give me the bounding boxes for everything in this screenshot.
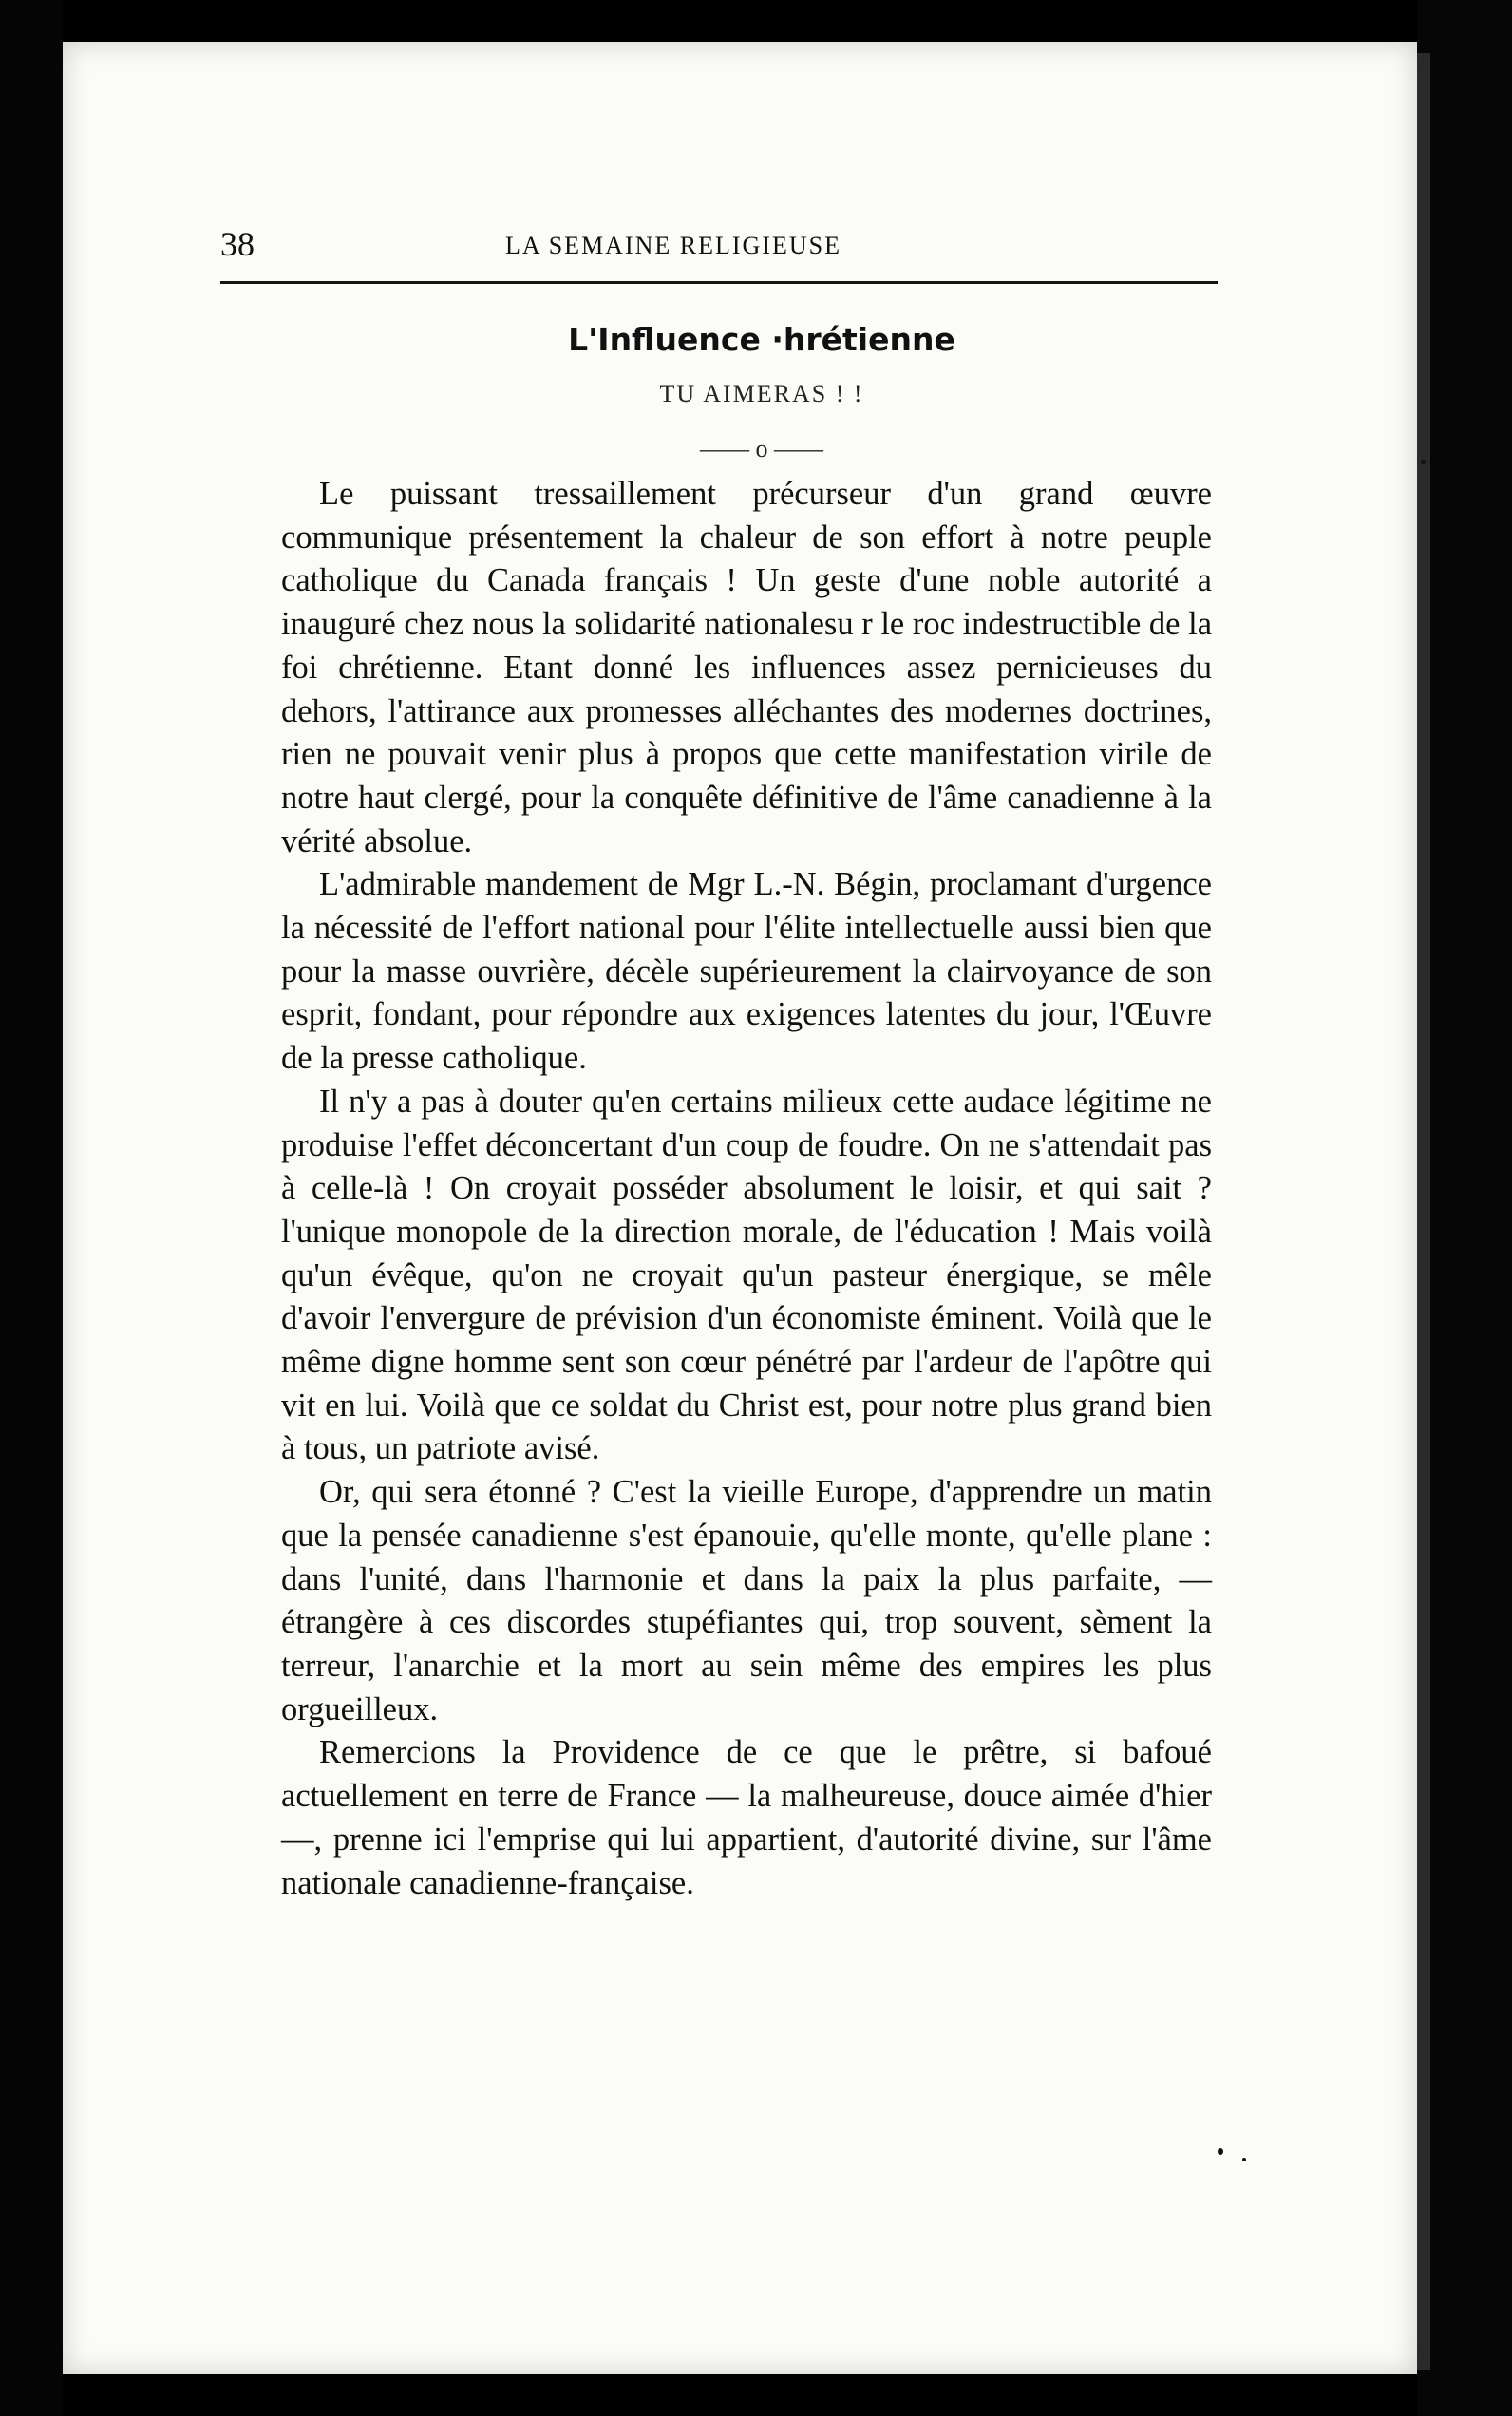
journal-title: LA SEMAINE RELIGIEUSE bbox=[505, 232, 841, 259]
scan-border-right bbox=[1417, 0, 1512, 2416]
section-ornament: —— o —— bbox=[700, 435, 823, 462]
paragraph: Remercions la Providence de ce que le prêtre, si bafoué actuellement en terre de France — la malheureuse, douce aimée d'hier —, prenne ici l'emprise qui lui appartient, d'autorité divine, sur l'âme nationale canadienne-française. bbox=[281, 1734, 1212, 1901]
article-title: L'Influence ·hrétienne bbox=[568, 321, 955, 358]
article-subtitle: TU AIMERAS ! ! bbox=[659, 380, 864, 407]
paragraph: L'admirable mandement de Mgr L.-N. Bégin, proclamant d'urgence la nécessité de l'effort national pour l'élite intellectuelle aussi bien que pour la masse ouvrière, décèle supérieurement la clairvoyance de son esprit, fondant, pour répondre aux exigences latentes du jour, l'Œuvre de la presse catholique. bbox=[281, 866, 1212, 1077]
page-edge-shadow bbox=[1417, 53, 1430, 2370]
paragraph: Le puissant tressaillement précurseur d'un grand œuvre communique présentement la chaleur de son effort à notre peuple catholique du Canada français ! Un geste d'une noble autorité a inauguré chez nous la solidarité nationalesu r le roc indestructible de la foi chrétienne. Etant donné les influences assez pernicieuses du dehors, l'attirance aux promesses alléchantes des modernes doctrines, rien ne pouvait venir plus à propos que cette manifestation virile de notre haut clergé, pour la conquête définitive de l'âme canadienne à la vérité absolue. bbox=[281, 476, 1213, 859]
scan-speck bbox=[1421, 460, 1426, 464]
header-rule bbox=[220, 281, 1218, 284]
paragraph: Il n'y a pas à douter qu'en certains milieux cette audace légitime ne produise l'effet déconcertant d'un coup de foudre. On ne s'attendait pas à celle-là ! On croyait posséder absolument le loisir, et qui sait ? l'unique monopole de la direction morale, de l'éducation ! Mais voilà qu'un évêque, qu'on ne croyait qu'un pasteur énergique, se mêle d'avoir l'envergure de prévision d'un économiste éminent. Voilà que le même digne homme sent son cœur pénétré par l'ardeur de l'apôtre qui vit en lui. Voilà que ce soldat du Christ est, pour notre plus grand bien à tous, un patriote avisé. bbox=[281, 1083, 1212, 1467]
scan-border-left bbox=[0, 0, 63, 2416]
running-head bbox=[220, 224, 1218, 281]
scan-speck bbox=[1218, 2148, 1223, 2155]
paragraph: Or, qui sera étonné ? C'est la vieille Europe, d'apprendre un matin que la pensée canadienne s'est épanouie, qu'elle monte, qu'elle plane : dans l'unité, dans l'harmonie et dans la paix la plus parfaite, — étrangère à ces discordes stupéfiantes qui, trop souvent, sèment la terreur, l'anarchie et la mort au sein même des empires les plus orgueilleux. bbox=[281, 1474, 1212, 1727]
article-body bbox=[281, 473, 1212, 1905]
page-number: 38 bbox=[220, 225, 255, 263]
scan-speck bbox=[1242, 2158, 1246, 2161]
